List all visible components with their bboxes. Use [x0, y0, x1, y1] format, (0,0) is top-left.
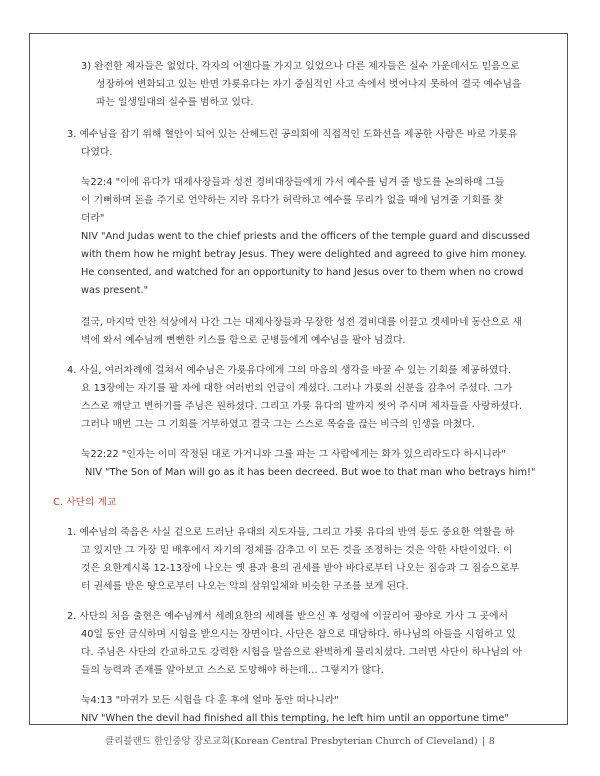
- text-line: 2. 사단의 처음 출현은 예수님께서 세례요한의 세례를 받으신 후 성령에 이끌리어 광야로 가사 그 곳에서: [67, 611, 508, 622]
- page-number: 8: [488, 736, 495, 747]
- scripture-line: with them how he might betray Jesus. They were delighted and agreed to give him money.: [81, 249, 527, 260]
- text-line: 그러나 매번 그는 그 기회를 거부하였고 결국 그는 스스로 목숨을 끊는 비극의 인생을 마쳤다.: [81, 419, 475, 430]
- text-line: 고 있지만 그 가장 밑 배후에서 자기의 정체를 감추고 이 모든 것을 조정하는 것은 악한 사탄이었다. 이: [81, 545, 513, 556]
- text-line: 들의 능력과 존재를 알아보고 스스로 도망해야 하는데… 그렇지가 않다.: [81, 665, 384, 676]
- page-footer: [0, 733, 600, 747]
- text-line: 1. 예수님의 죽음은 사실 겉으로 드러난 유대의 지도자들, 그리고 가룟 유다의 반역 등도 중요한 역할을 하: [67, 527, 515, 538]
- scripture-line: NIV "When the devil had finished all this tempting, he left him until an opportune time": [81, 713, 509, 724]
- text-line: 다. 주님은 사단의 간교하고도 강력한 시험을 말씀으로 완벽하게 물리치셨다. 그러면 사단이 하나님의 아: [81, 647, 523, 658]
- scripture-line: NIV "And Judas went to the chief priests and the officers of the temple guard and discussed: [81, 231, 531, 242]
- text-line: 터 권세를 받은 땅으로부터 나오는 악의 삼위일체와 비슷한 구조를 보게 된다.: [81, 581, 409, 592]
- scripture-line: 눅22:4 "이에 유다가 대제사장들과 성전 경비대장들에게 가서 예수를 넘겨 줄 방도를 논의하매 그들: [81, 177, 505, 188]
- text-line: 40일 동안 금식하며 시험을 받으시는 장면이다. 사단은 참으로 대담하다. 하나님의 아들을 시험하고 있: [81, 629, 516, 640]
- scripture-line: was present.": [81, 285, 149, 296]
- text-line: 파는 일생일대의 실수를 범하고 있다.: [96, 97, 254, 108]
- scripture-line: 더라": [81, 213, 105, 224]
- text-line: 3. 예수님을 잡기 위해 혈안이 되어 있는 산헤드린 공의회에 직접적인 도화선을 제공한 사람은 바로 가룟유: [67, 129, 518, 140]
- scripture-line: 눅22:22 "인자는 이미 작정된 대로 가거니와 그를 파는 그 사람에게는 화가 있으리라도다 하시니라": [81, 449, 506, 460]
- scripture-line: NIV "The Son of Man will go as it has been decreed. But woe to that man who betrays him!": [85, 467, 536, 478]
- text-line: 결국, 마지막 만찬 석상에서 나간 그는 대제사장들과 무장한 성전 경비대를 이끌고 겟세마네 동산으로 새: [81, 317, 523, 328]
- text-line: 성장하여 변화되고 있는 반면 가룟유다는 자기 중심적인 사고 속에서 벗어나지 못하여 결국 예수님을: [96, 79, 522, 90]
- text-line: 4. 사실, 여러차례에 걸쳐서 예수님은 가룟유다에게 그의 마음의 생각을 바꿀 수 있는 기회를 제공하였다.: [67, 365, 512, 376]
- text-line: 것은 요한계시록 12-13장에 나오는 옛 용과 용의 권세를 받아 바다로부터 나오는 짐승과 그 짐승으로부: [81, 563, 520, 574]
- footer-church-name: 클리블랜드 한인중앙 장로교회(Korean Central Presbyterian Church of Cleveland): [105, 736, 478, 747]
- scripture-line: 눅4:13 "마귀가 모든 시험을 다 훈 후에 얼마 동안 떠나니라": [81, 695, 339, 706]
- footer-separator: |: [481, 736, 485, 747]
- text-line: 3) 완전한 제자들은 없었다. 각자의 어젠다를 가지고 있었으나 다른 제자들은 실수 가운데서도 믿음으로: [81, 61, 520, 72]
- text-line: 벽에 와서 예수님께 뻔뻔한 키스를 함으로 군병들에게 예수님을 팔아 넘겼다.: [81, 335, 406, 346]
- text-line: 요 13장에는 자기를 팔 자에 대한 여러번의 언급이 계셨다. 그러나 가룟의 신분을 감추어 주셨다. 그가: [81, 383, 513, 394]
- scripture-line: He consented, and watched for an opportunity to hand Jesus over to them when no crowd: [81, 267, 524, 278]
- section-header: C. 사단의 계교: [53, 497, 117, 508]
- text-line: 스스로 깨닫고 변하기를 주님은 원하셨다. 그리고 가룟 유다의 발까지 씻어 주시며 제자들을 사랑하셨다.: [81, 401, 523, 412]
- text-line: 다였다.: [81, 147, 113, 158]
- scripture-line: 이 기뻐하며 돈을 주기로 언약하는 지라 유다가 허락하고 예수를 무리가 없을 때에 넘겨줄 기회를 찾: [81, 195, 504, 206]
